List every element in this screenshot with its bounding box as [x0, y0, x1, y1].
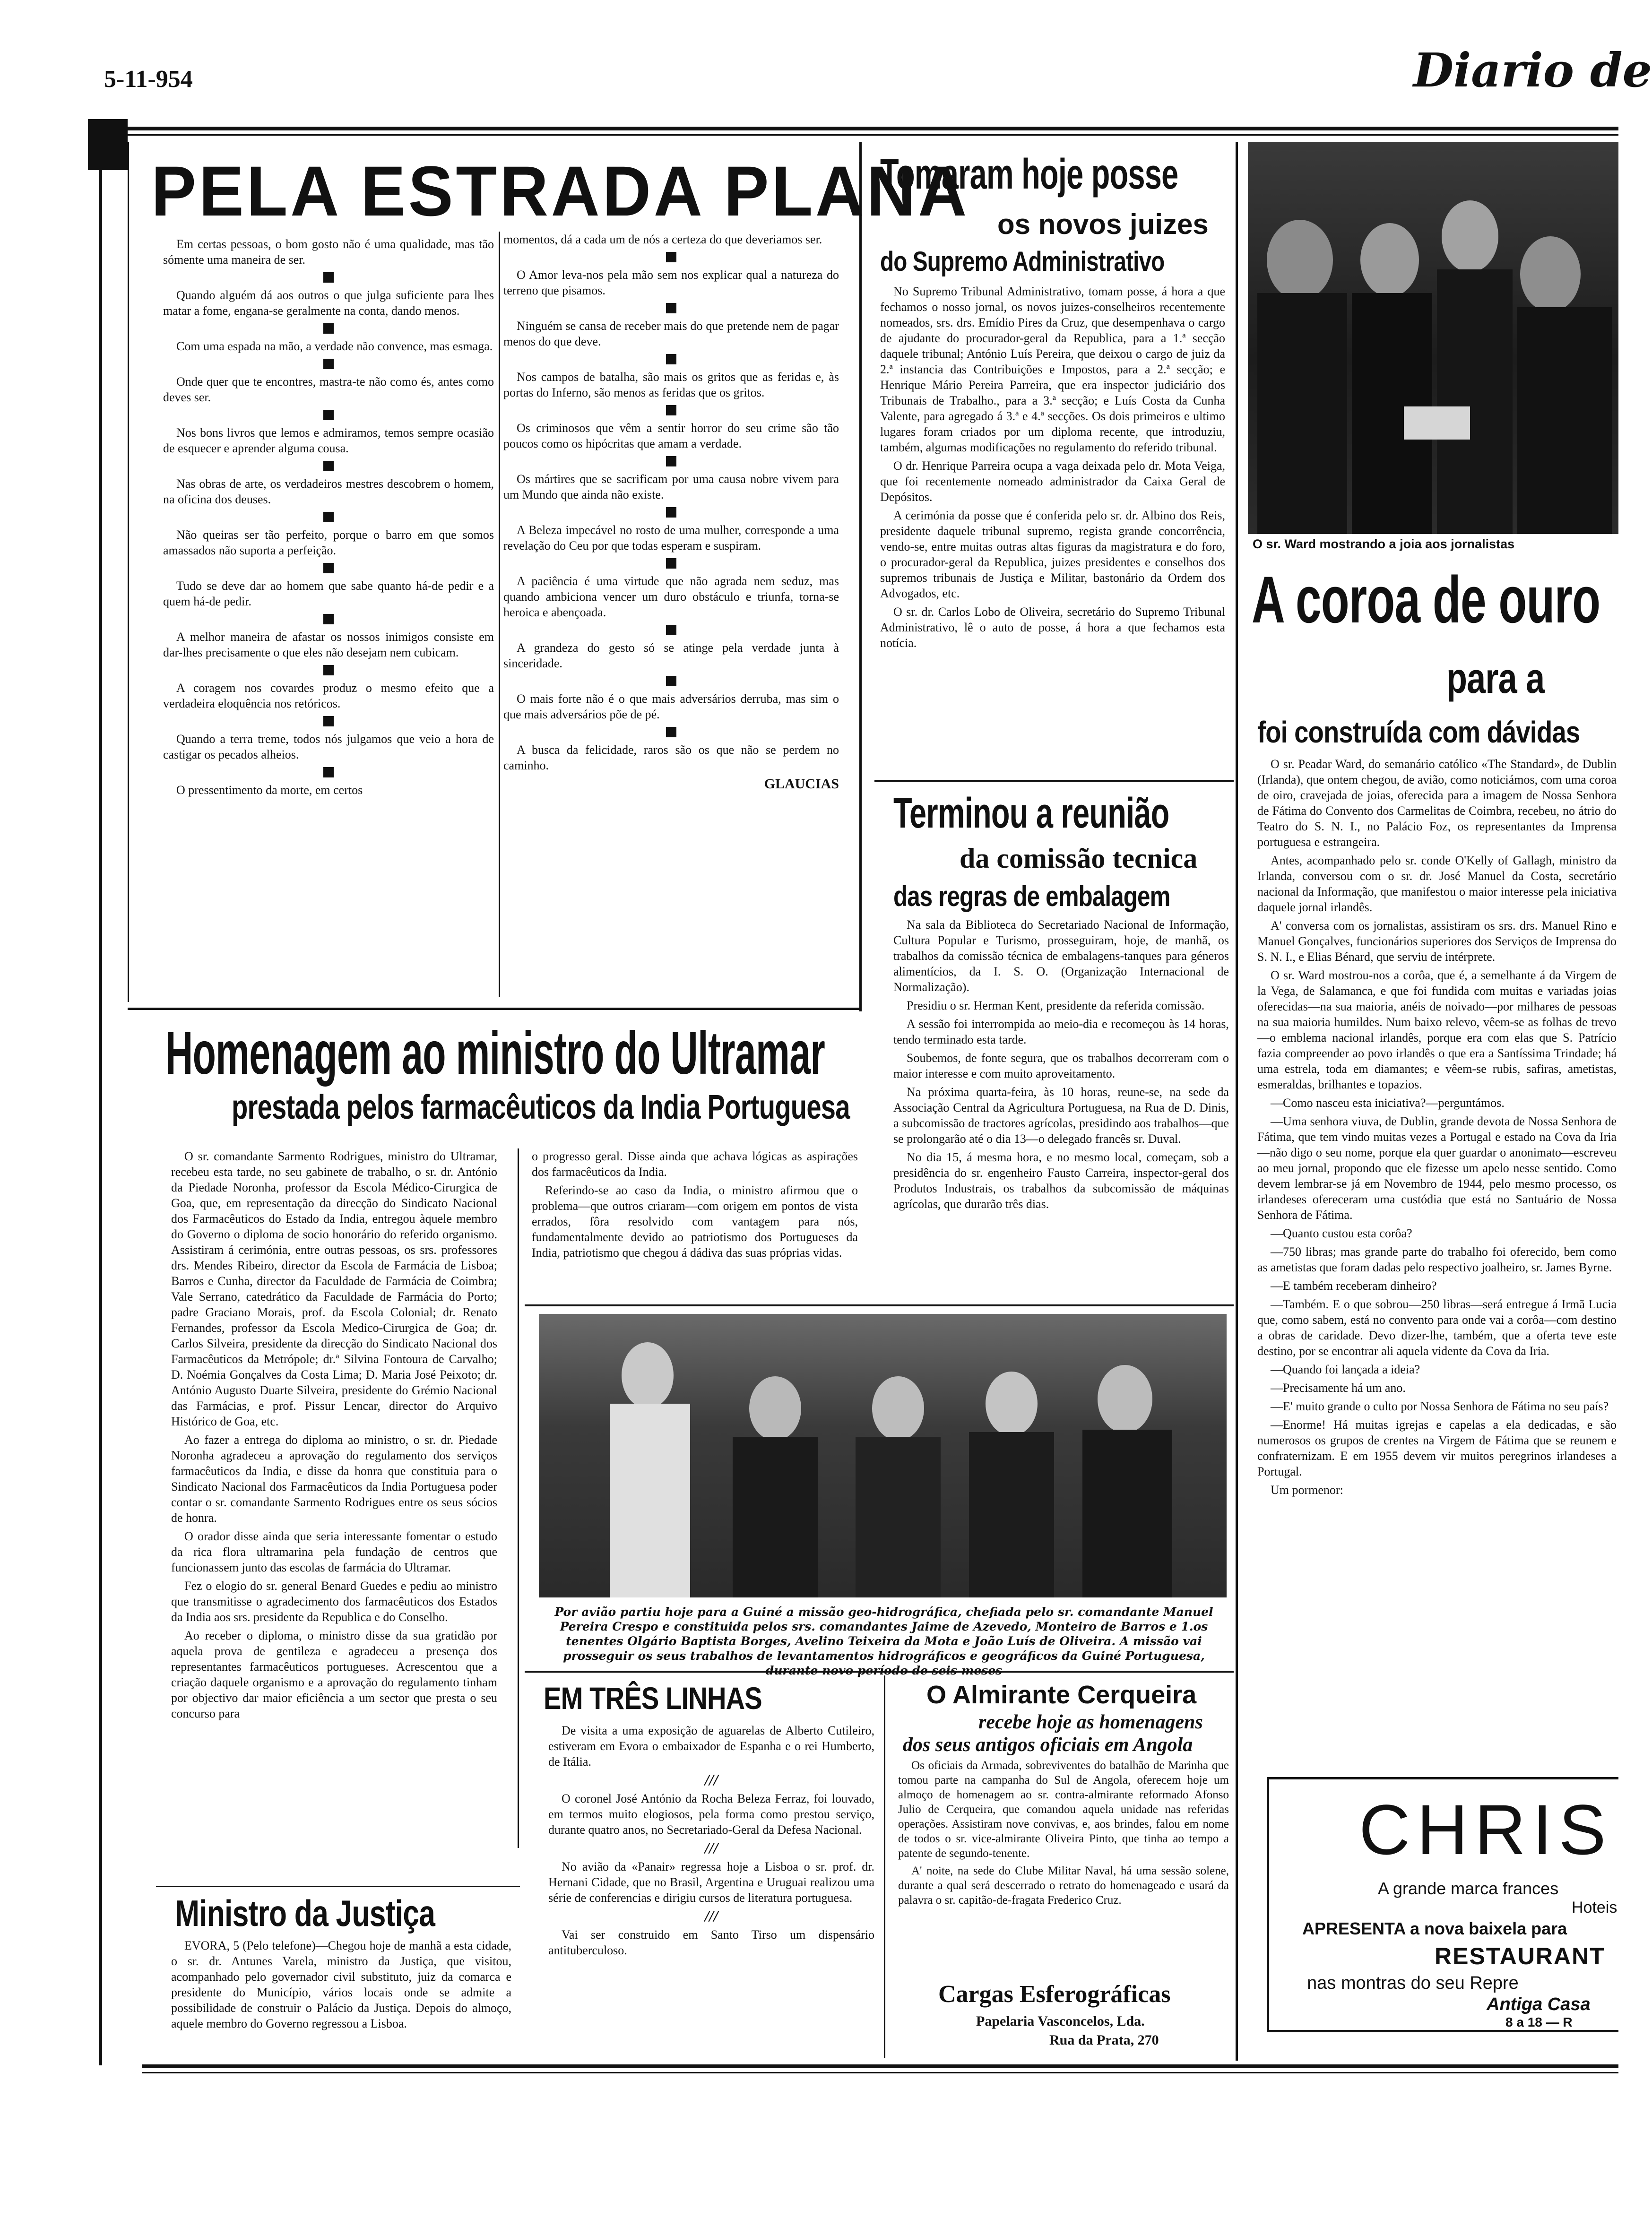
maxim: Quando alguém dá aos outros o que julga suficiente para lhes matar a fome, engana-se geralmente na conta, dando menos. [163, 288, 494, 318]
christofle-line-4: RESTAURANT [1435, 1943, 1605, 1969]
paragraph: —Também. E o que sobrou—250 libras—será entregue á Irmã Lucia que, como sabem, está no convento para onde vai a corôa—com destino a obras de caridade. Devo dizer-lhe, também, que a oferta teve este destino, por se encontrar ali aquela vidente da Cova da Iria. [1257, 1297, 1617, 1358]
maxim: momentos, dá a cada um de nós a certeza do que deveriamos ser. [503, 233, 822, 246]
bullet-square [323, 359, 334, 369]
paragraph: —Quando foi lançada a ideia? [1271, 1363, 1420, 1376]
paragraph: —Enorme! Há muitas igrejas e capelas a ela dedicadas, e são numerosos os grupos de crentes na Virgem de Fátima que se reunem e confraternizam. E em 1955 devem vir muitos peregrinos irlandeses a Portugal. [1257, 1418, 1617, 1478]
christofle-line-6: Antiga Casa [1487, 1994, 1591, 2014]
christofle-line-2: Hoteis [1572, 1899, 1617, 1916]
cargas-title: Cargas Esferográficas [938, 1981, 1171, 2008]
paragraph: —E também receberam dinheiro? [1271, 1279, 1437, 1293]
maxim: Os mártires que se sacrificam por uma causa nobre vivem para um Mundo que ainda não existe. [503, 472, 839, 501]
bullet-square [323, 563, 334, 573]
maxim: A coragem nos covardes produz o mesmo efeito que a verdadeira eloquência nos retóricos. [163, 681, 494, 710]
bullet-square [323, 716, 334, 726]
coroa-headline-2: para a [1446, 655, 1545, 702]
cargas-line-2: Rua da Prata, 270 [1049, 2032, 1159, 2048]
coroa-headline-3: foi construída com dávidas [1257, 715, 1580, 749]
paragraph: A' noite, na sede do Clube Militar Naval, há uma sessão solene, durante a qual será descerrado o retrato do homenageado e usará da palavra o sr. capitão-de-fragata Frederico Cruz. [898, 1864, 1229, 1907]
bullet-square [666, 676, 676, 686]
paragraph: No dia 15, á mesma hora, e no mesmo local, começam, sob a presidência do sr. engenheiro Fausto Carreira, inspector-geral dos Produtos Industrais, os trabalhos da subcomissão de máquinas agrícolas, que durarão três dias. [893, 1150, 1229, 1211]
bullet-square [666, 354, 676, 364]
news-item: Vai ser construido em Santo Tirso um dispensário antituberculoso. [548, 1928, 874, 1957]
paragraph: A' conversa com os jornalistas, assistiram os srs. drs. Manuel Rino e Manuel Gonçalves, funcionários superiores dos Serviços de Imprensa do S. N. I., e Elias Bénard, que serviu de intérprete. [1257, 919, 1617, 964]
estrada-col-1 [163, 236, 494, 801]
estrada-title: PELA ESTRADA PLANA [151, 151, 969, 231]
page-date: 5-11-954 [104, 66, 193, 93]
maxim: Em certas pessoas, o bom gosto não é uma qualidade, mas tão sómente uma maneira de ser. [163, 237, 494, 267]
divider-2 [1236, 142, 1238, 2061]
bullet-square [323, 512, 334, 522]
tres-linhas-body [548, 1723, 874, 1961]
almirante-headline-1: O Almirante Cerqueira [926, 1681, 1197, 1709]
news-item: No avião da «Panair» regressa hoje a Lisboa o sr. prof. dr. Hernani Cidade, que no Brasil, Argentina e Uruguai realizou uma série de conferencias e dirigiu cursos de literatura portuguesa. [548, 1860, 874, 1905]
left-rule-2 [128, 142, 129, 1002]
paragraph: Referindo-se ao caso da India, o ministro afirmou que o problema—que outros criaram—com origem em pontos de vista errados, fôra resolvido com vantagem para nós, fundamentalmente devido ao patriotismo dos Portugueses da India, patriotismo que chegou á dádiva das suas próprias vidas. [532, 1183, 858, 1260]
maxim: Tudo se deve dar ao homem que sabe quanto há-de pedir e a quem há-de pedir. [163, 579, 494, 608]
reuniao-headline-1: Terminou a reunião [893, 790, 1169, 837]
estrada-signature: GLAUCIAS [764, 776, 839, 792]
bottom-rule [142, 2064, 1618, 2068]
paragraph: O orador disse ainda que seria interessante fomentar o estudo da rica flora ultramarina pela fundação de centros que funcionassem junto das escolas de farmácia do Ultramar. [171, 1529, 497, 1574]
maxim: A melhor maneira de afastar os nossos inimigos consiste em dar-lhes precisamente o que eles não desejam nem cubicam. [163, 630, 494, 659]
paragraph: o progresso geral. Disse ainda que achava lógicas as aspirações dos farmacêuticos da India. [532, 1149, 858, 1179]
top-rule-thin [128, 134, 1618, 136]
maxim: Quando a terra treme, todos nós julgamos que veio a hora de castigar os pecados alheios. [163, 732, 494, 761]
christofle-brand: CHRIS [1359, 1790, 1613, 1869]
guine-photo-caption: Por avião partiu hoje para a Guiné a missão geo-hidrográfica, chefiada pelo sr. comandante Manuel Pereira Crespo e constituida pelos srs. comandantes Jaime de Azevedo, Monteiro de Barros e 1.os tenentes Olgário Baptista Borges, Avelino Teixeira da Mota e João Luís de Oliveira. A missão vai prosseguir os seus trabalhos de levantamentos hidrográficos e geográficos da Guiné Portuguesa, [554, 1605, 1213, 1663]
paragraph: Antes, acompanhado pelo sr. conde O'Kelly of Gallagh, ministro da Irlanda, conversou com o sr. dr. José Manuel da Costa, secretário nacional da Informação, que manifestou o maior interesse pela iniciativa daquele jornal irlandês. [1257, 854, 1617, 914]
christofle-line-7: 8 a 18 — R [1505, 2015, 1573, 2029]
separator-slashes: /// [704, 1839, 718, 1857]
justica-top-rule [156, 1886, 520, 1887]
paragraph: O sr. comandante Sarmento Rodrigues, ministro do Ultramar, recebeu esta tarde, no seu gabinete de trabalho, o sr. dr. António da Piedade Noronha, professor da Escola Médico-Cirurgica de Goa, que, em representação da direcção do Sindicato Nacional dos Farmacêuticos do Estado da India, entregou àquele membro do Governo o diploma de socio honorário do referido organismo. Assistiram á cerimónia, entre outras pessoas, os srs. professores drs. Mendes Ribeiro, director da Escola de Farmácia de Lisboa; Barros e Cunha, director da Faculdade de Farmácia de Coimbra; Vale Serrano, catedrático da Faculdade de Farmácia do Porto; padre Graciano Morais, prof. da Escola Colonial; dr. Renato Fernandes, professor da Escola Medico-Cirurgica de Goa; dr. Carlos Silveira, presidente da direcção do Sindicato Nacional dos Farmacêuticos da Metrópole; dr.ª Silvina Fontoura de Carvalho; D. Noémia Gonçalves da Costa Lima; D. Maria José Peixoto; dr. António Augusto Duarte Silveira, presidente do Grémio Nacional das Farmácias, e prof. Pissur Lencar, director do Arquivo Histórico de Goa, etc. [171, 1149, 497, 1428]
paragraph: Presidiu o sr. Herman Kent, presidente da referida comissão. [907, 999, 1205, 1012]
paragraph: —Como nasceu esta iniciativa?—perguntámos. [1271, 1096, 1505, 1110]
maxim: A busca da felicidade, raros são os que não se perdem no caminho. [503, 743, 839, 772]
bullet-square [666, 727, 676, 737]
juizes-headline-1: Tomaram hoje posse [880, 151, 1178, 198]
paragraph: A sessão foi interrompida ao meio-dia e recomeçou às 14 horas, tendo terminado esta tarde. [893, 1017, 1229, 1046]
maxim: O mais forte não é o que mais adversários derruba, mas sim o que mais adversários põe de pé. [503, 692, 839, 721]
separator-slashes: /// [704, 1771, 718, 1789]
news-item: De visita a uma exposição de aguarelas de Alberto Cutileiro, estiveram em Evora o embaixador de Espanha e o rei Humberto, de Itália. [548, 1724, 874, 1769]
homenagem-col-divider [518, 1148, 519, 1848]
paragraph: Um pormenor: [1271, 1483, 1343, 1497]
christofle-line-5: nas montras do seu Repre [1307, 1973, 1519, 1993]
estrada-col-2 [503, 232, 839, 792]
christofle-ad [1267, 1777, 1618, 2032]
maxim: O Amor leva-nos pela mão sem nos explicar qual a natureza do terreno que pisamos. [503, 268, 839, 297]
paper-name: Diario de [1413, 43, 1652, 98]
maxim: A paciência é uma virtude que não agrada nem seduz, mas quando ambiciona vencer um duro obstáculo e triunfa, torna-se heroica e abençoada. [503, 574, 839, 619]
maxim: Nos bons livros que lemos e admiramos, temos sempre ocasião de esquecer e aprender alguma cousa. [163, 426, 494, 455]
maxim: Os criminosos que vêm a sentir horror do seu crime são tão poucos como os hipócritas que amam a verdade. [503, 421, 839, 450]
tres-linhas-headline: EM TRÊS LINHAS [544, 1681, 762, 1716]
bullet-square [666, 252, 676, 262]
paragraph: Na sala da Biblioteca do Secretariado Nacional de Informação, Cultura Popular e Turismo, prosseguiram, hoje, de manhã, os trabalhos da comissão técnica de embalagens-tanques para géneros alimentícios, da I. S. O. (Organização Internacional de Normalização). [893, 918, 1229, 994]
justica-headline: Ministro da Justiça [175, 1892, 435, 1934]
paragraph: O dr. Henrique Parreira ocupa a vaga deixada pelo dr. Mota Veiga, que foi recentemente nomeado administrador da Caixa Geral de Depósitos. [880, 459, 1225, 504]
homenagem-photo-rule [525, 1304, 1234, 1306]
maxim: A grandeza do gesto só se atinge pela verdade junta à sinceridade. [503, 641, 839, 670]
bullet-square [323, 767, 334, 777]
estrada-col-divider [499, 232, 500, 997]
homenagem-headline-1: Homenagem ao ministro do Ultramar [165, 1019, 825, 1087]
bullet-square [323, 272, 334, 283]
bullet-square [666, 625, 676, 635]
ward-photo-figures [1248, 142, 1618, 534]
paragraph: No Supremo Tribunal Administrativo, tomam posse, á hora a que fechamos o nosso jornal, os novos juizes-conselheiros recentemente nomeados, srs. drs. Emídio Pires da Cruz, que desempenhava o cargo de ajudante do procurador-geral da Republica, para a 1.ª secção daquele tribunal; António Luís Pereira, que deixou o cargo de juiz da 2.ª instancia das Contribuições e Impostos, para a 2.ª secção; e Henrique Mário Pereira Parreira, que era inspector judiciário dos Tribunais de Trabalho., para a 3.ª secção; e Luís Costa da Cunha Valente, para agregado á 3.ª e 4.ª secções. Os dois primeiros e ultimo lugares foram criados por um diploma recente, que introduziu, também, algumas modificações no regulamento do referido tribunal. [880, 285, 1225, 454]
bullet-square [323, 665, 334, 675]
corner-block [88, 119, 128, 170]
homenagem-col-2 [532, 1148, 858, 1263]
ward-photo-caption: O sr. Ward mostrando a joia aos jornalistas [1253, 537, 1515, 551]
homenagem-headline-2: prestada pelos farmacêuticos da India Portuguesa [232, 1088, 850, 1126]
bullet-square [323, 461, 334, 471]
ward-photo [1248, 142, 1618, 534]
guine-bottom-rule [525, 1671, 1234, 1673]
maxim: Ninguém se cansa de receber mais do que pretende nem de pagar menos do que deve. [503, 319, 839, 348]
paragraph: EVORA, 5 (Pelo telefone)—Chegou hoje de manhã a esta cidade, o sr. dr. Antunes Varela, ministro da Justiça, que visitou, acompanhado pelo governador civil substituto, juiz da comarca e presidente do Município, vários locais onde se admite a possibilidade de construir o Palácio da Justiça. Depois do almoço, aquele membro do Governo regressou a Lisboa. [171, 1939, 511, 2030]
paragraph: Soubemos, de fonte segura, que os trabalhos decorreram com o maior interesse e com muito aproveitamento. [893, 1051, 1229, 1080]
bullet-square [323, 410, 334, 420]
paragraph: —E' muito grande o culto por Nossa Senhora de Fátima no seu país? [1271, 1399, 1609, 1413]
reuniao-headline-3: das regras de embalagem [893, 880, 1170, 912]
bottom-rule-thin [142, 2072, 1618, 2073]
juizes-headline-2: os novos juizes [997, 208, 1209, 240]
juizes-headline-3: do Supremo Administrativo [880, 246, 1165, 277]
estrada-bottom-rule [128, 1008, 859, 1010]
maxim: A Beleza impecável no rosto de uma mulher, corresponde a uma revelação do Ceu por que todas esperam e suspiram. [503, 523, 839, 552]
bullet-square [666, 405, 676, 415]
christofle-line-1: A grande marca frances [1378, 1879, 1559, 1898]
bullet-square [666, 507, 676, 518]
justica-body [171, 1938, 511, 2034]
coroa-body [1257, 756, 1617, 1501]
paragraph: —Uma senhora viuva, de Dublin, grande devota de Nossa Senhora de Fátima, que tem vindo muitas vezes a Portugal e estado na Cova da Iria—não digo o seu nome, porque ela quer guardar o anonimato—escreveu ao meu jornal, propondo que ele fizesse um apelo nesse sentido. Como devem lembrar-se já em Novembro de 1944, pelo mesmo processo, os irlandeses ofereceram uma custódia que está no Santuário de Nossa Senhora de Fátima. [1257, 1114, 1617, 1222]
paragraph: Na próxima quarta-feira, às 10 horas, reune-se, na sede da Associação Central da Agricultura Portuguesa, na Rua de D. Dinis, a subcomissão de tractores agrícolas, presidindo aos trabalhos—que se prolongarão até o dia 13—o delegado francês sr. Duval. [893, 1085, 1229, 1146]
tres-linhas-divider [884, 1675, 885, 2058]
paragraph: O sr. Ward mostrou-nos a corôa, que é, a semelhante á da Virgem de la Vega, de Salamanca, e que foi fundida com muitas e variadas joias oferecidas—na sua maioria, anéis de noivado—por milhares de pessoas na sua maioria humildes. Num baixo relevo, vêem-se as folhas de trevo—o emblema nacional irlandês, porque era com elas que S. Patrício fazia compreender ao povo irlandês o que era a Santíssima Trindade; há uma estrela, toda em diamantes; e vêem-se rubis, safiras, ametistas, esmeraldas, brilhantes e topazios. [1257, 968, 1617, 1091]
coroa-headline-1: A coroa de ouro [1252, 562, 1600, 637]
paragraph: O sr. dr. Carlos Lobo de Oliveira, secretário do Supremo Tribunal Administrativo, lê o auto de posse, á hora a que fechamos esta notícia. [880, 605, 1225, 650]
left-rule [99, 142, 102, 2065]
bullet-square [666, 303, 676, 313]
christofle-line-3: APRESENTA a nova baixela para [1302, 1919, 1567, 1938]
guine-photo [539, 1314, 1227, 1597]
maxim: Nos campos de batalha, são mais os gritos que as feridas e, às portas do Inferno, são menos as feridas que os gritos. [503, 370, 839, 399]
paragraph: —Quanto custou esta corôa? [1271, 1226, 1412, 1240]
paragraph: Ao fazer a entrega do diploma ao ministro, o sr. dr. Piedade Noronha agradeceu a aprovação do regulamento dos serviços farmacêuticos da India, e disse da honra que constituia para o Sindicato Nacional dos Farmacêuticos da India Portuguesa poder contar o sr. comandante Sarmento Rodrigues entre os seus sócios de honra. [171, 1433, 497, 1525]
juizes-body [880, 284, 1225, 654]
almirante-headline-2: recebe hoje as homenagens [978, 1711, 1203, 1733]
bullet-square [323, 323, 334, 334]
maxim: O pressentimento da morte, em certos [176, 783, 363, 797]
separator-slashes: /// [704, 1908, 718, 1925]
reuniao-headline-2: da comissão tecnica [960, 843, 1198, 874]
paragraph: O sr. Peadar Ward, do semanário católico «The Standard», de Dublin (Irlanda), que ontem chegou, de avião, como noticiámos, com uma coroa de oiro, cravejada de joias, oferecida para a imagem de Nossa Senhora de Fátima do Convento dos Carmelitas de Coimbra, recebeu, no átrio do Teatro do S. N. I., no Palácio Foz, os representantes da Imprensa portuguesa e estrangeira. [1257, 757, 1617, 849]
maxim: Onde quer que te encontres, mastra-te não como és, antes como deves ser. [163, 375, 494, 404]
bullet-square [666, 456, 676, 466]
paragraph: A cerimónia da posse que é conferida pelo sr. dr. Albino dos Reis, presidente daquele tribunal supremo, regista grande concorrência, vendo-se, entre muitas outras altas figuras da magistratura e do foro, o procurador-geral da Republica, juizes presidentes e conselhos dos supremos tribunais de Justiça e Militar, bastonário da Ordem dos Advogados, etc. [880, 509, 1225, 600]
guine-photo-figures [539, 1314, 1227, 1597]
paragraph: —Precisamente há um ano. [1271, 1381, 1406, 1395]
top-rule [128, 127, 1618, 130]
almirante-headline-3: dos seus antigos oficiais em Angola [903, 1734, 1193, 1756]
juizes-bottom-rule [874, 780, 1234, 782]
paragraph: —750 libras; mas grande parte do trabalho foi oferecido, bem como as ametistas que foram dadas pelo respectivo joalheiro, sr. James Byrne. [1257, 1245, 1617, 1274]
paragraph: Os oficiais da Armada, sobreviventes do batalhão de Marinha que tomou parte na campanha do Sul de Angola, oferecem hoje um almoço de homenagem ao sr. contra-almirante reformado Afonso Julio de Cerqueira, que comandou aquela unidade nas referidas operações. Assistiram nove convivas, e, aos brindes, falou em nome de todos o sr. vice-almirante Oliveira Pinto, que tinha ao tempo a patente de segundo-tenente. [898, 1759, 1229, 1860]
divider-1 [859, 142, 862, 1011]
homenagem-col-1 [171, 1148, 497, 1724]
almirante-body [898, 1758, 1229, 1910]
maxim: Nas obras de arte, os verdadeiros mestres descobrem o homem, na oficina dos deuses. [163, 477, 494, 506]
paragraph: Ao receber o diploma, o ministro disse da sua gratidão por aquela prova de gentileza e agradeceu a presença dos representantes farmacêuticos portugueses. Acrescentou que a criação daquele organismo e a aprovação do regulamento tinham por objectivo dar maior eficiência a um sector que presta o seu concurso para [171, 1629, 497, 1720]
bullet-square [323, 614, 334, 624]
cargas-line-1: Papelaria Vasconcelos, Lda. [976, 2013, 1145, 2029]
news-item: O coronel José António da Rocha Beleza Ferraz, foi louvado, em termos muito elogiosos, pela forma como prestou serviço, durante quatro anos, no Secretariado-Geral da Defesa Nacional. [548, 1792, 874, 1837]
paragraph: Fez o elogio do sr. general Benard Guedes e pediu ao ministro que transmitisse o agradecimento dos farmacêuticos dos Estados da India aos srs. presidente da Republica e do Conselho. [171, 1579, 497, 1624]
reuniao-body [893, 917, 1229, 1215]
maxim: Não queiras ser tão perfeito, porque o barro em que somos amassados não suporta a perfeição. [163, 528, 494, 557]
bullet-square [666, 558, 676, 569]
maxim: Com uma espada na mão, a verdade não convence, mas esmaga. [176, 339, 493, 353]
